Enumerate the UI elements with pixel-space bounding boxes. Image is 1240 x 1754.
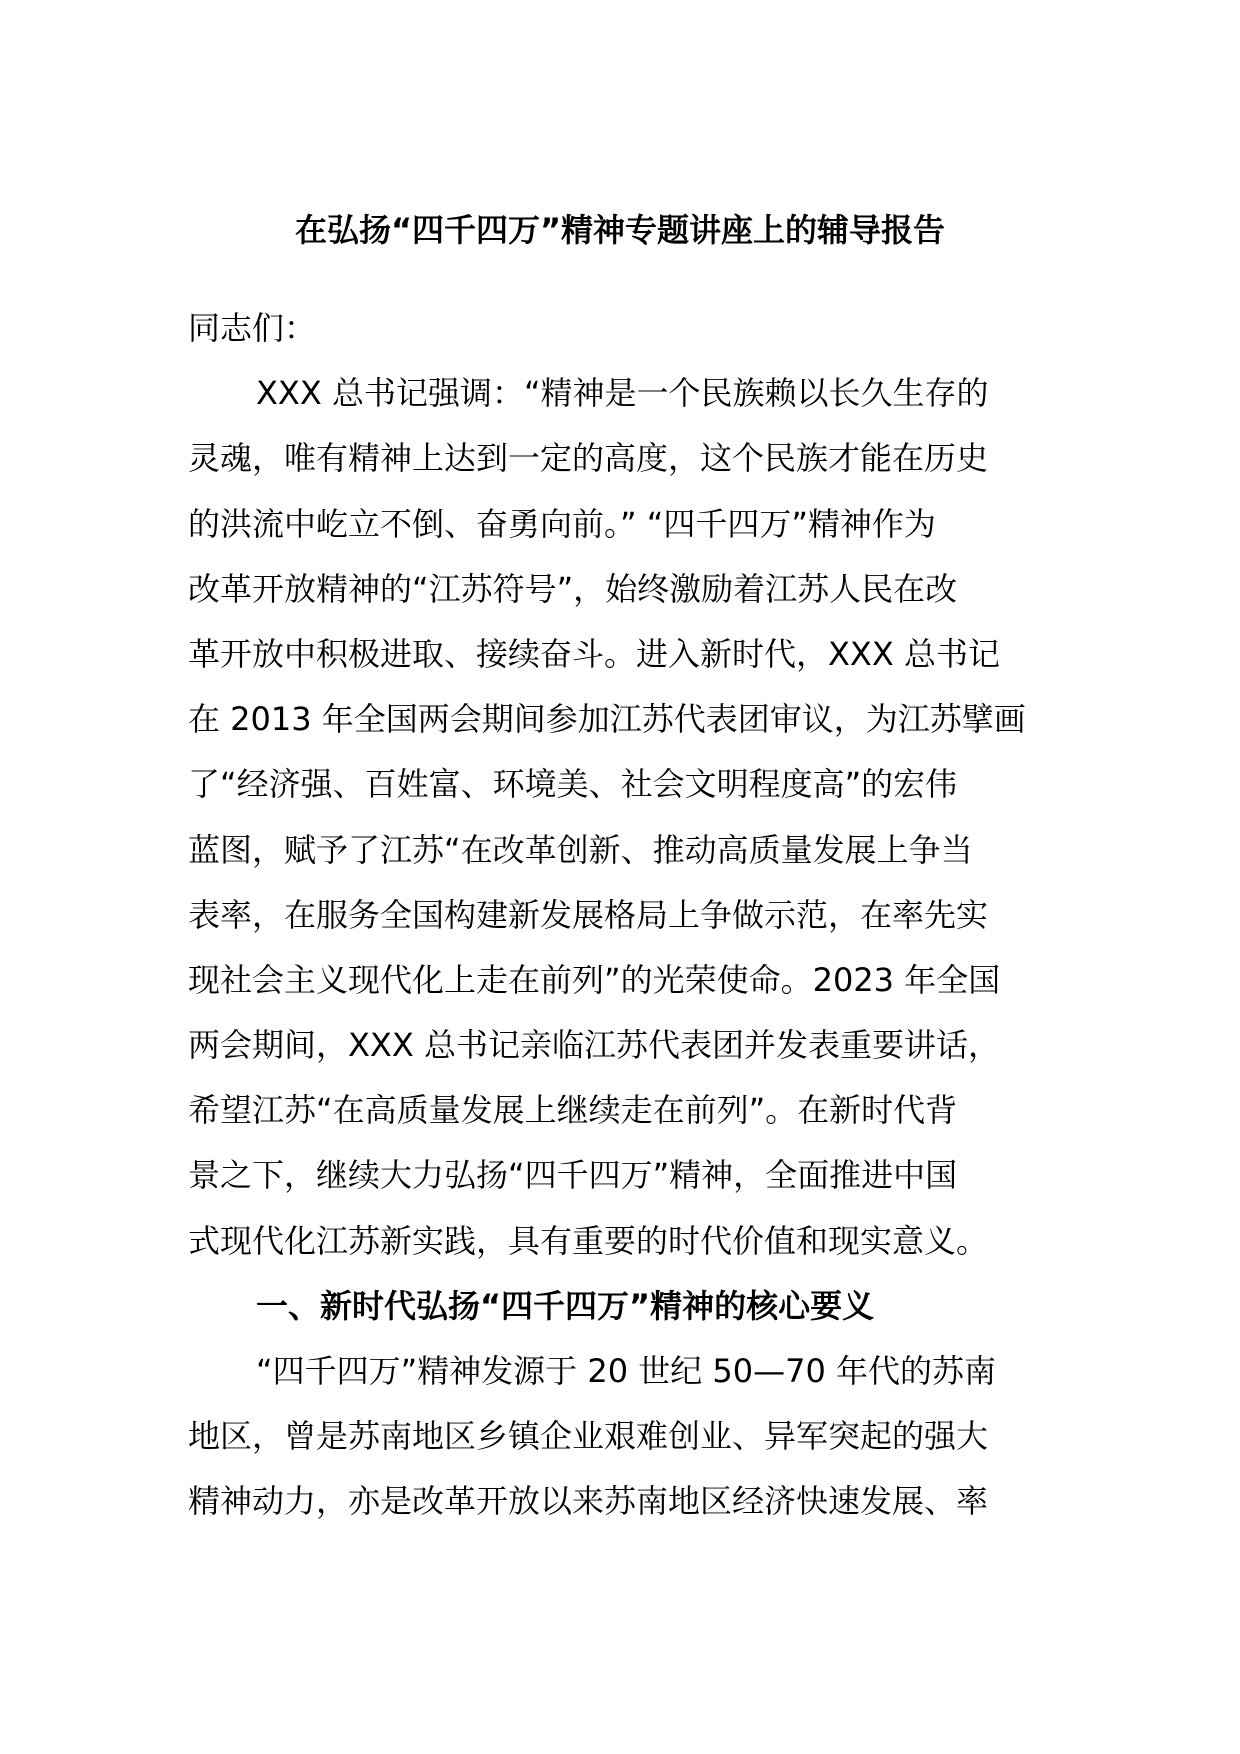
salutation: 同志们： <box>188 309 317 347</box>
body-line: 的洪流中屹立不倒、奋勇向前。” “四千四万”精神作为 <box>188 504 936 543</box>
body-line: 在 2013 年全国两会期间参加江苏代表团审议，为江苏擘画 <box>188 700 1026 739</box>
body-line: 改革开放精神的“江苏符号”，始终激励着江苏人民在改 <box>188 569 958 608</box>
document-body <box>188 296 1062 1535</box>
body-line: 精神动力，亦是改革开放以来苏南地区经济快速发展、率 <box>188 1482 989 1521</box>
body-line: 两会期间，XXX 总书记亲临江苏代表团并发表重要讲话， <box>188 1026 1000 1065</box>
body-line: “四千四万”精神发源于 20 世纪 50—70 年代的苏南 <box>256 1352 997 1390</box>
body-line: 景之下，继续大力弘扬“四千四万”精神，全面推进中国 <box>188 1156 958 1195</box>
body-line: 革开放中积极进取、接续奋斗。进入新时代，XXX 总书记 <box>188 634 1000 673</box>
body-line: 希望江苏“在高质量发展上继续走在前列”。在新时代背 <box>188 1091 958 1130</box>
body-line: 式现代化江苏新实践，具有重要的时代价值和现实意义。 <box>188 1221 989 1260</box>
section-heading: 一、新时代弘扬“四千四万”精神的核心要义 <box>256 1286 875 1325</box>
body-line: 地区，曾是苏南地区乡镇企业艰难创业、异军突起的强大 <box>188 1417 989 1456</box>
body-line: XXX 总书记强调：“精神是一个民族赖以长久生存的 <box>256 374 989 413</box>
body-line: 蓝图，赋予了江苏“在改革创新、推动高质量发展上争当 <box>188 830 973 869</box>
body-line: 现社会主义现代化上走在前列”的光荣使命。2023 年全国 <box>188 960 1001 999</box>
body-line: 表率，在服务全国构建新发展格局上争做示范，在率先实 <box>188 895 989 934</box>
body-line: 灵魂，唯有精神上达到一定的高度，这个民族才能在历史 <box>188 439 989 478</box>
body-line: 了“经济强、百姓富、环境美、社会文明程度高”的宏伟 <box>188 765 958 804</box>
document-title: 在弘扬“四千四万”精神专题讲座上的辅导报告 <box>294 211 946 249</box>
